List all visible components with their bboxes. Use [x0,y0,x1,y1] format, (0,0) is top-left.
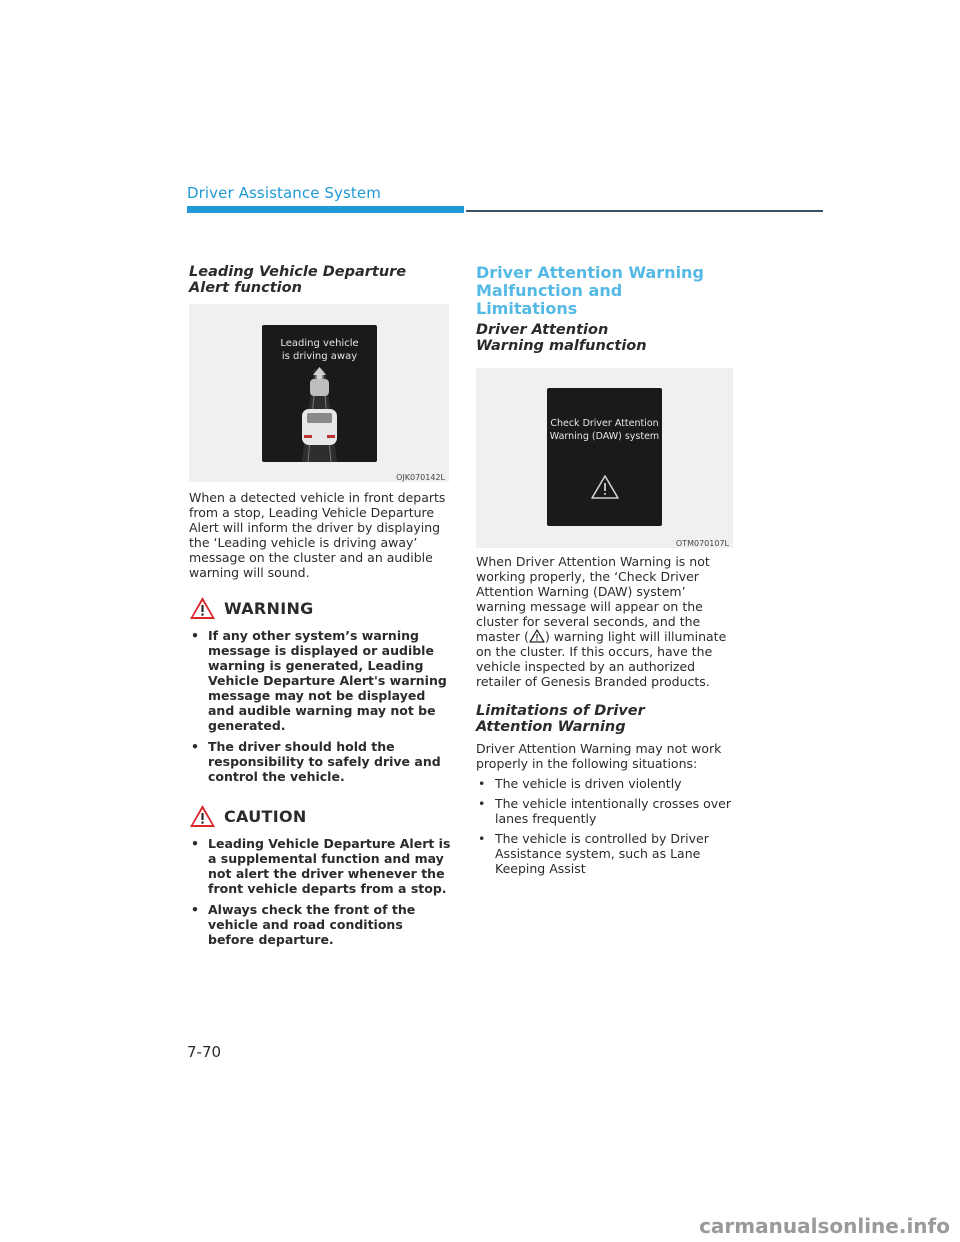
warning-heading [189,596,451,620]
header-bar-rule [466,210,823,212]
header-title: Driver Assistance System [187,184,381,202]
section-title: Driver Attention Warning Malfunction and Limitations [476,263,704,318]
footer-watermark[interactable]: carmanualsonline.info [699,1214,950,1238]
limitations-list [476,776,734,876]
caution-item: • Leading Vehicle Departure Alert is a supplemental function and may not alert the driver whenever the front vehicle departs from a stop. [189,836,451,896]
leading-vehicle-heading: Leading Vehicle Departure Alert function [189,264,407,296]
master-warning-icon [529,629,545,643]
malfunction-body [476,554,734,689]
header-bar-accent [187,206,464,213]
cluster-screen [262,325,377,462]
screen-line-2: Warning (DAW) system [549,431,660,442]
screen-line-1: Leading vehicle [280,338,359,349]
caution-list [189,836,451,947]
caution-heading [189,804,451,828]
caution-triangle-icon [189,804,216,828]
leading-vehicle-figure [189,304,449,482]
daw-figure [476,368,733,548]
warning-label: WARNING [224,598,314,618]
warning-outline-icon [590,474,620,500]
malfunction-body-b: ) warning light will illuminate on the cluster. If this occurs, have the vehicle inspected by an authorized retailer of Genesis Branded products. [476,629,727,689]
warning-item: • If any other system’s warning message is displayed or audible warning is generated, Leading Vehicle Departure Alert's warning message may not be displayed and audible warning may not be generated. [189,628,451,733]
caution-label: CAUTION [224,806,307,826]
malfunction-body-a: When Driver Attention Warning is not working properly, the ‘Check Driver Attention Warning (DAW) system’ warning message will appear on the cluster for several seconds, and the master ( [476,554,710,644]
caution-item: • Always check the front of the vehicle and road conditions before departure. [189,902,451,947]
malfunction-heading: Driver Attention Warning malfunction [476,322,647,354]
warning-item: • The driver should hold the responsibility to safely drive and control the vehicle. [189,739,451,784]
leading-vehicle-body: When a detected vehicle in front departs from a stop, Leading Vehicle Departure Alert will inform the driver by displaying the ‘Leading vehicle is driving away’ message on the cluster and an audible warning will sound. [189,490,446,580]
limitations-heading: Limitations of Driver Attention Warning [476,703,645,735]
screen-line-2: is driving away [281,351,358,362]
cluster-screen [547,388,662,526]
page-number: 7-70 [187,1043,222,1061]
limitation-item: • The vehicle is driven violently [476,776,734,791]
limitation-item: • The vehicle is controlled by Driver Assistance system, such as Lane Keeping Assist [476,831,734,876]
warning-triangle-icon [189,596,216,620]
car-departing-icon [262,325,377,462]
figure-code: OTM070107L [675,539,729,548]
limitations-body: Driver Attention Warning may not work properly in the following situations: [476,741,722,771]
screen-line-1: Check Driver Attention [550,418,659,429]
left-column [189,264,451,947]
figure-code: OJK070142L [396,473,445,482]
warning-list [189,628,451,784]
right-column [476,264,734,876]
limitation-item: • The vehicle intentionally crosses over lanes frequently [476,796,734,826]
